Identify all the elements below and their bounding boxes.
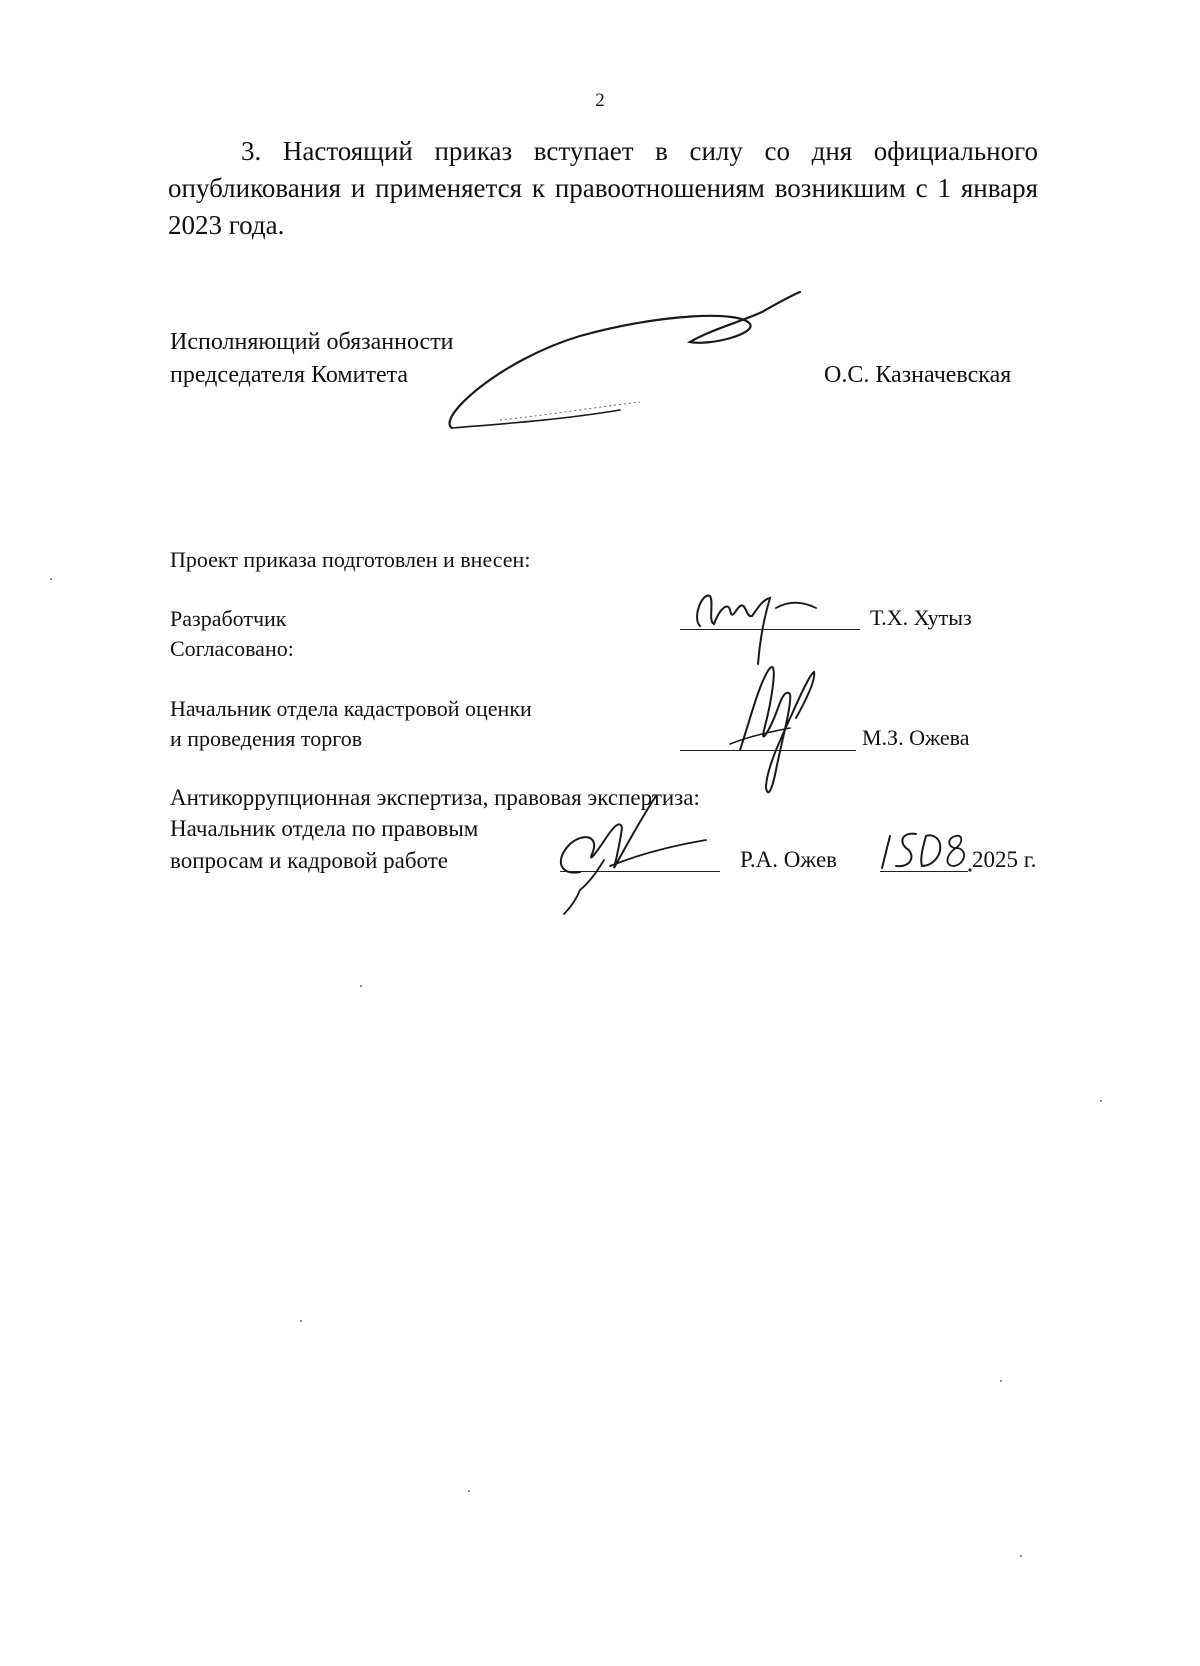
signer-name: О.С. Казначевская bbox=[824, 362, 1012, 388]
legal-name: Р.А. Ожев bbox=[740, 847, 838, 872]
cadastral-role-line-1: Начальник отдела кадастровой оценки bbox=[170, 696, 532, 721]
scan-speck bbox=[468, 1490, 470, 1492]
scan-speck bbox=[1020, 1555, 1022, 1557]
page-number: 2 bbox=[595, 90, 605, 111]
scan-speck bbox=[360, 985, 362, 987]
scan-speck bbox=[300, 1320, 302, 1322]
cadastral-signature bbox=[720, 660, 840, 800]
cadastral-role-line-2: и проведения торгов bbox=[170, 726, 363, 751]
developer-signature bbox=[680, 578, 850, 668]
handwritten-date bbox=[876, 828, 976, 874]
legal-heading: Антикоррупционная экспертиза, правовая экспертиза: bbox=[170, 785, 700, 810]
scan-speck bbox=[1100, 1100, 1102, 1102]
legal-role-line-2: вопросам и кадровой работе bbox=[170, 848, 449, 873]
agreed-label: Согласовано: bbox=[170, 636, 294, 661]
chairman-signature bbox=[440, 290, 820, 440]
signer-title-line-1: Исполняющий обязанности bbox=[170, 329, 454, 355]
scan-speck bbox=[1000, 1380, 1002, 1382]
signer-title-line-2: председателя Комитета bbox=[170, 362, 409, 388]
prepared-heading: Проект приказа подготовлен и внесен: bbox=[170, 547, 531, 572]
order-clause-3: 3. Настоящий приказ вступает в силу со дня официального опубликования и применяется к правоотношениям возникшим с 1 января 2023 года. bbox=[168, 136, 1038, 240]
cadastral-name: М.З. Ожева bbox=[862, 725, 970, 750]
legal-role-line-1: Начальник отдела по правовым bbox=[170, 816, 479, 841]
developer-role: Разработчик bbox=[170, 606, 287, 631]
developer-name: Т.Х. Хутыз bbox=[870, 605, 972, 630]
date-year: 2025 г. bbox=[972, 847, 1037, 872]
scan-speck bbox=[50, 578, 52, 580]
legal-signature bbox=[540, 790, 730, 920]
